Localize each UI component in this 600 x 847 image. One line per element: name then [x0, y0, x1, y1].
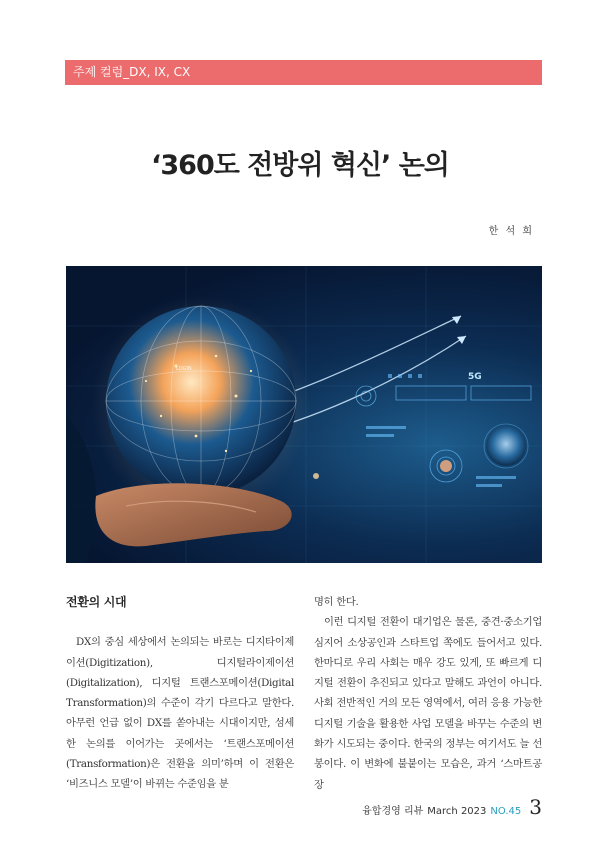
column-banner [65, 60, 542, 85]
hero-illustration [66, 266, 542, 563]
author-name: 한 석 희 [488, 226, 534, 237]
right-paragraph: 이런 디지털 전환이 대기업은 물론, 중견·중소기업 심지어 소상공인과 스타트업 쪽에도 들어서고 있다. 한마디로 우리 사회는 매우 강도 있게, 또 빠르게 디지털 전환이 추진되고 있다고 말해도 과언이 아니다. 사회 전반적인 거의 모든 영역에서, 여러 응용 가능한 디지털 기술을 활용한 사업 모델을 바꾸는 수준의 변화가 시도되는 중이다. 한국의 정부는 여기서도 늘 선봉이다. 이 변화에 불붙이는 모습은, 과거 ‘스마트공장 [314, 616, 542, 791]
issue-number: NO.45 [490, 806, 522, 817]
page-footer [362, 795, 542, 819]
section-heading: 전환의 시대 [66, 595, 127, 609]
hero-image [66, 266, 542, 563]
hud-5g-label: 5G [468, 372, 482, 382]
right-continuation: 명히 한다. [314, 596, 359, 608]
banner-label: 주제 컬럼_DX, IX, CX [73, 65, 191, 79]
hud-login-label: LOGIN [176, 366, 192, 372]
page-number: 3 [529, 795, 542, 819]
right-column [314, 592, 542, 795]
issue-date: March 2023 [427, 806, 487, 817]
magazine-name: 융합경영 리뷰 [362, 806, 424, 817]
article-title: ‘360도 전방위 혁신’ 논의 [151, 150, 449, 181]
left-paragraph: DX의 중심 세상에서 논의되는 바로는 디지타이제이션(Digitization), 디지털라이제이션(Digitalization), 디지털 트랜스포메이션(Digital Transformation)의 수준이 각기 다르다고 말한다. 아무런 언급 없이 DX를 쏟아내는 시대이지만, 섬세한 논의를 이어가는 곳에서는 ‘트랜스포메이션(Transformation)은 전환을 의미’하며 이 전환은 ‘비즈니스 모델’이 바뀌는 수준임을 분 [66, 636, 294, 791]
left-column [66, 592, 294, 795]
